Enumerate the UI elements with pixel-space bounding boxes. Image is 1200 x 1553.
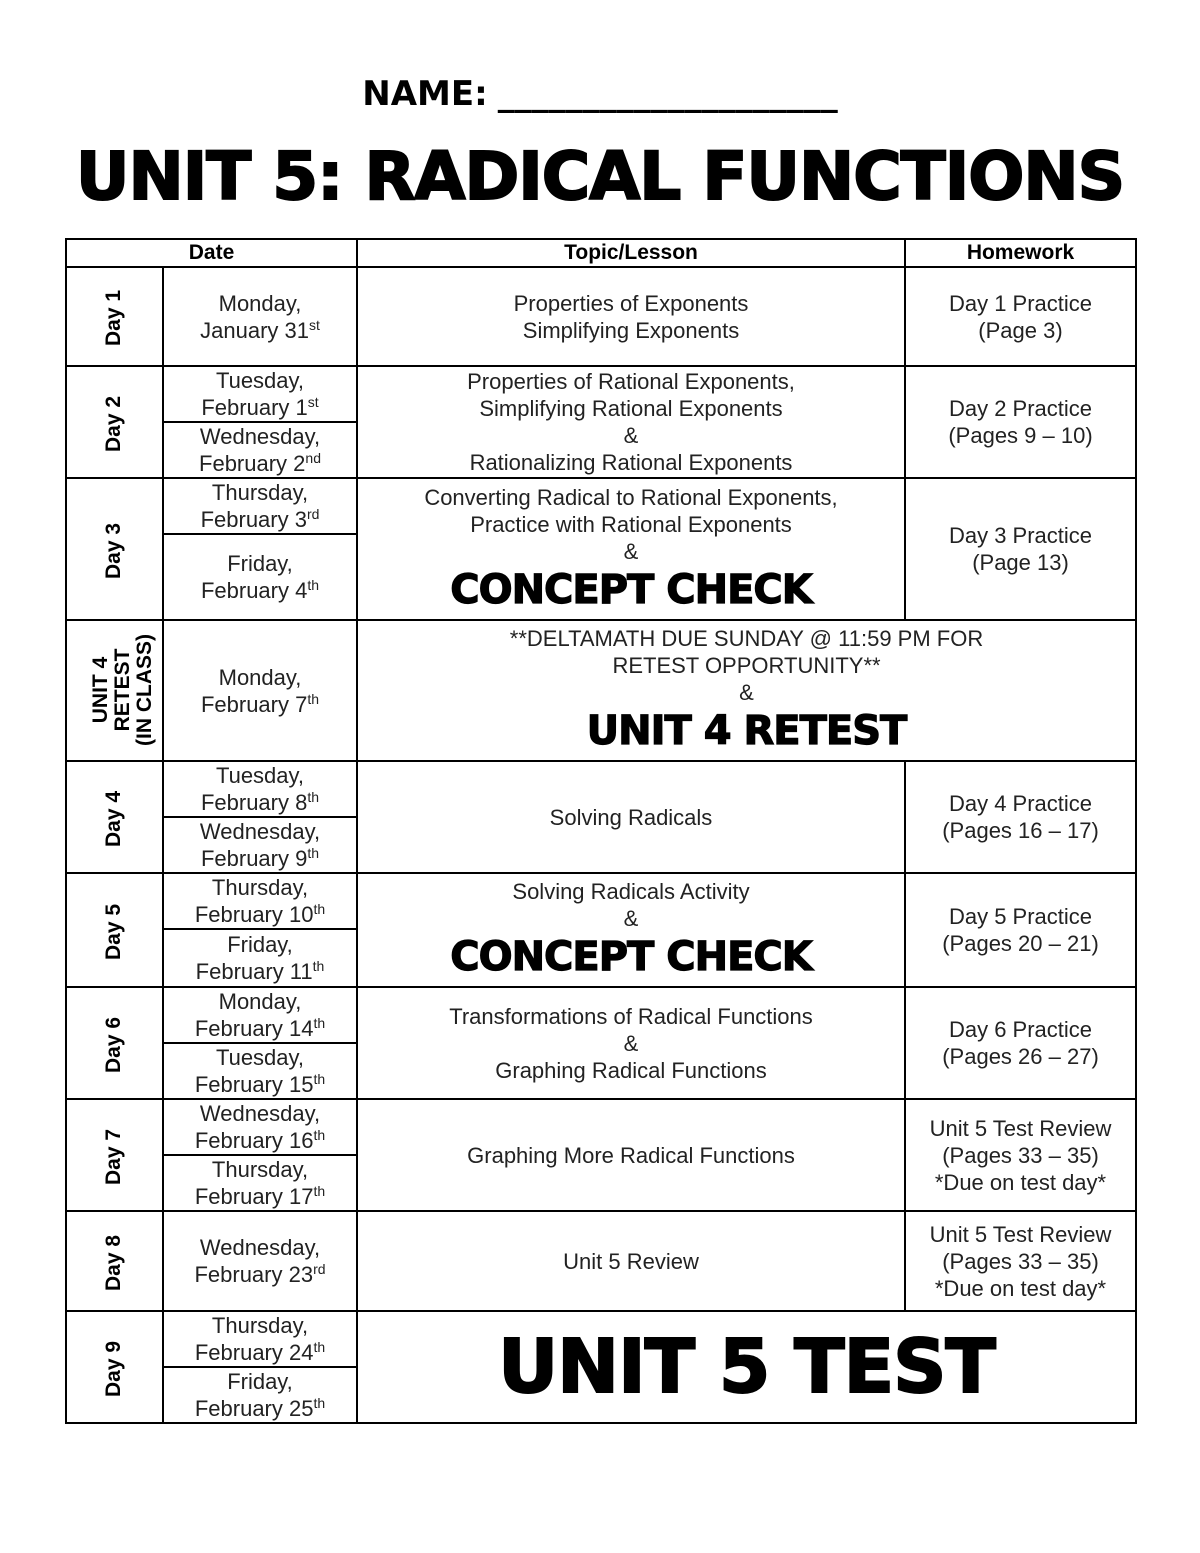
day-label: Day 4 <box>102 790 126 847</box>
date-weekday: Monday, <box>218 989 302 1014</box>
day-label: Day 1 <box>102 289 126 347</box>
day-cell <box>66 1099 163 1211</box>
concept-check-banner: CONCEPT CHECK <box>450 934 812 980</box>
date-value: February 11th <box>195 958 325 984</box>
homework-line: (Pages 16 – 17) <box>942 818 1099 843</box>
column-header-homework: Homework <box>905 239 1136 267</box>
homework-line: Day 5 Practice <box>948 904 1093 929</box>
date-value: February 9th <box>200 845 320 871</box>
date-cell <box>163 1155 357 1211</box>
date-weekday: Wednesday, <box>199 1101 321 1126</box>
homework-cell <box>905 1099 1136 1211</box>
topic-line: Practice with Rational Exponents <box>470 511 792 537</box>
topic-line: Unit 5 Review <box>563 1248 699 1274</box>
date-weekday: Thursday, <box>211 875 309 900</box>
date-value: February 25th <box>194 1395 326 1421</box>
schedule-table <box>65 238 1137 1424</box>
date-cell <box>163 929 357 987</box>
topic-line: & <box>739 680 754 705</box>
date-weekday: Monday, <box>218 664 302 690</box>
date-cell <box>163 366 357 422</box>
homework-line: Unit 5 Test Review <box>929 1115 1112 1141</box>
homework-line: Day 6 Practice <box>948 1017 1093 1042</box>
table-row <box>66 761 1136 817</box>
name-line <box>0 74 1200 114</box>
date-cell <box>163 873 357 929</box>
date-cell <box>163 478 357 534</box>
topic-line: & <box>623 906 639 931</box>
date-weekday: Wednesday, <box>199 1235 321 1260</box>
date-weekday: Tuesday, <box>215 368 305 393</box>
homework-line: *Due on test day* <box>934 1169 1107 1195</box>
date-cell <box>163 1211 357 1311</box>
date-cell <box>163 817 357 873</box>
date-value: February 1st <box>201 394 319 420</box>
table-row <box>66 620 1136 761</box>
homework-line: (Pages 9 – 10) <box>948 423 1093 448</box>
unit-4-retest-banner: UNIT 4 RETEST <box>586 708 907 754</box>
day-cell <box>66 1211 163 1311</box>
day-label: Day 7 <box>102 1128 126 1185</box>
topic-line: & <box>623 423 639 448</box>
date-weekday: Thursday, <box>211 1313 309 1338</box>
topic-line: & <box>623 1030 639 1056</box>
table-row <box>66 1099 1136 1155</box>
homework-line: Day 1 Practice <box>948 290 1093 316</box>
date-value: February 8th <box>200 789 320 815</box>
date-weekday: Thursday, <box>211 1157 309 1182</box>
day-cell <box>66 761 163 873</box>
day-label: Day 5 <box>102 903 126 960</box>
topic-line: Properties of Exponents <box>513 290 749 316</box>
homework-cell <box>905 366 1136 478</box>
date-cell <box>163 534 357 620</box>
day-cell <box>66 987 163 1099</box>
page-title: UNIT 5: RADICAL FUNCTIONS <box>75 138 1125 215</box>
homework-line: (Pages 20 – 21) <box>942 931 1099 956</box>
date-cell <box>163 267 357 366</box>
table-row <box>66 478 1136 534</box>
date-cell <box>163 761 357 817</box>
homework-line: (Pages 33 – 35) <box>942 1142 1099 1168</box>
date-weekday: Tuesday, <box>215 1045 305 1070</box>
date-cell <box>163 1043 357 1099</box>
date-value: February 24th <box>194 1339 326 1365</box>
topic-line: Simplifying Rational Exponents <box>479 396 783 421</box>
topic-line: Rationalizing Rational Exponents <box>469 450 793 475</box>
date-weekday: Wednesday, <box>199 424 321 449</box>
homework-line: (Page 13) <box>972 550 1069 575</box>
homework-line: *Due on test day* <box>934 1275 1107 1301</box>
topic-line: Properties of Rational Exponents, <box>467 369 795 394</box>
table-row <box>66 873 1136 929</box>
date-weekday: Monday, <box>218 290 302 316</box>
homework-line: Day 2 Practice <box>948 396 1093 421</box>
column-header-date: Date <box>66 239 357 267</box>
day-label: UNIT 4 RETEST (IN CLASS) <box>89 634 156 746</box>
date-cell <box>163 620 357 761</box>
topic-line: Graphing More Radical Functions <box>467 1142 795 1168</box>
date-value: February 23rd <box>194 1261 326 1287</box>
homework-line: Day 4 Practice <box>948 791 1093 816</box>
topic-line: Graphing Radical Functions <box>495 1057 767 1083</box>
homework-cell <box>905 761 1136 873</box>
homework-cell <box>905 873 1136 987</box>
date-weekday: Thursday, <box>211 480 309 505</box>
date-value: February 17th <box>194 1183 326 1209</box>
day-cell <box>66 873 163 987</box>
date-weekday: Friday, <box>227 932 293 957</box>
topic-line: Transformations of Radical Functions <box>449 1003 813 1029</box>
topic-cell <box>357 620 1136 761</box>
topic-line: Simplifying Exponents <box>522 317 740 343</box>
topic-cell <box>357 478 905 620</box>
table-row <box>66 987 1136 1043</box>
date-cell <box>163 422 357 478</box>
concept-check-banner: CONCEPT CHECK <box>450 566 812 613</box>
name-blank: ____________________ <box>497 74 838 114</box>
topic-cell <box>357 267 905 366</box>
date-value: February 2nd <box>199 450 321 476</box>
topic-cell <box>357 366 905 478</box>
day-label: Day 2 <box>102 395 126 452</box>
unit-5-test-banner: UNIT 5 TEST <box>498 1324 995 1410</box>
table-row <box>66 1211 1136 1311</box>
topic-line: **DELTAMATH DUE SUNDAY @ 11:59 PM FOR <box>509 626 984 651</box>
day-cell <box>66 366 163 478</box>
topic-line: Converting Radical to Rational Exponents, <box>424 484 838 510</box>
date-value: February 3rd <box>200 506 320 532</box>
date-value: February 7th <box>200 690 320 717</box>
day-cell <box>66 267 163 366</box>
table-row <box>66 1311 1136 1367</box>
homework-line: (Pages 33 – 35) <box>942 1248 1099 1274</box>
date-value: February 4th <box>200 577 320 603</box>
topic-cell <box>357 1099 905 1211</box>
homework-line: Unit 5 Test Review <box>929 1221 1112 1247</box>
column-header-topic: Topic/Lesson <box>357 239 905 267</box>
topic-cell <box>357 761 905 873</box>
topic-cell <box>357 1211 905 1311</box>
homework-line: (Page 3) <box>978 317 1063 343</box>
topic-line: Solving Radicals Activity <box>512 879 750 904</box>
day-label: Day 8 <box>102 1234 126 1291</box>
date-value: February 14th <box>194 1015 326 1041</box>
table-row <box>66 267 1136 366</box>
date-weekday: Tuesday, <box>215 763 305 788</box>
date-weekday: Friday, <box>227 1369 293 1394</box>
homework-cell <box>905 987 1136 1099</box>
date-cell <box>163 1367 357 1423</box>
date-value: February 15th <box>194 1071 326 1097</box>
table-row <box>66 366 1136 422</box>
topic-cell <box>357 873 905 987</box>
topic-line: RETEST OPPORTUNITY** <box>612 653 881 678</box>
topic-line: & <box>623 538 639 564</box>
date-cell <box>163 1311 357 1367</box>
date-weekday: Wednesday, <box>199 819 321 844</box>
homework-cell <box>905 478 1136 620</box>
name-label: NAME: <box>362 74 488 114</box>
day-label: Day 6 <box>102 1016 126 1073</box>
date-cell <box>163 1099 357 1155</box>
homework-cell <box>905 1211 1136 1311</box>
date-cell <box>163 987 357 1043</box>
day-cell <box>66 1311 163 1423</box>
homework-line: (Pages 26 – 27) <box>942 1044 1099 1069</box>
date-weekday: Friday, <box>227 551 293 576</box>
date-value: February 16th <box>194 1127 326 1153</box>
date-value: January 31st <box>200 316 320 343</box>
table-header-row <box>66 239 1136 267</box>
day-label: Day 3 <box>102 522 126 579</box>
day-cell <box>66 478 163 620</box>
date-value: February 10th <box>194 901 326 927</box>
homework-line: Day 3 Practice <box>948 523 1093 548</box>
day-label: Day 9 <box>102 1340 126 1397</box>
topic-cell <box>357 1311 1136 1423</box>
topic-line: Solving Radicals <box>549 804 713 830</box>
day-cell <box>66 620 163 761</box>
topic-cell <box>357 987 905 1099</box>
homework-cell <box>905 267 1136 366</box>
